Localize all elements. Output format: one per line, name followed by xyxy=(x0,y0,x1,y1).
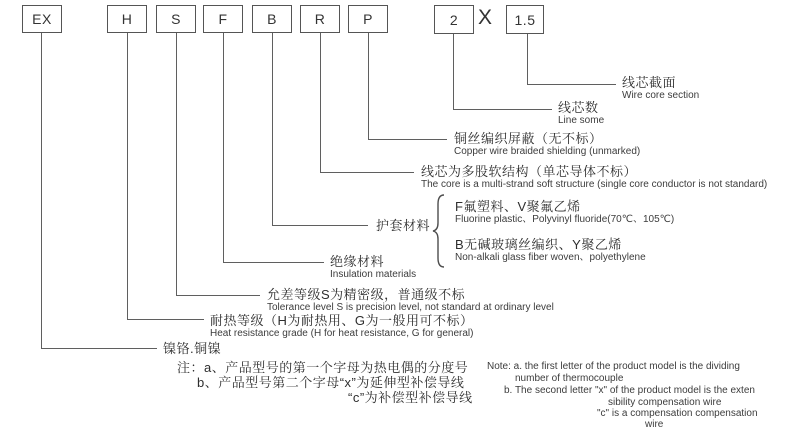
note-en-line6: wire xyxy=(645,419,664,430)
code-box-b: B xyxy=(252,5,292,33)
label-heat-resistance-cn: 耐热等级（H为耐热用、G为一般用可不标） xyxy=(210,313,474,328)
code-box-r: R xyxy=(300,5,340,33)
brace-icon xyxy=(432,194,446,268)
label-heat-resistance-en: Heat resistance grade (H for heat resistance, G for general) xyxy=(210,328,474,339)
label-sheath-material-cn: 护套材料 xyxy=(376,218,431,233)
label-copper-shield-en: Copper wire braided shielding (unmarked) xyxy=(454,146,641,157)
note-en-line4: sibility compensation wire xyxy=(608,397,722,408)
label-multi-strand-en: The core is a multi-strand soft structure (single core conductor is not standard) xyxy=(421,179,768,190)
label-line-count-en: Line some xyxy=(558,115,605,126)
note-en-line5: "c" is a compensation compensation xyxy=(597,408,758,419)
code-box-ex: EX xyxy=(22,5,62,33)
label-insulation-cn: 绝缘材料 xyxy=(330,254,385,269)
code-box-h: H xyxy=(107,5,147,33)
code-box-core-section: 1.5 xyxy=(506,5,544,34)
sheath-option-by-en: Non-alkali glass fiber woven、polyethylene xyxy=(455,252,646,263)
code-box-f: F xyxy=(203,5,243,33)
code-box-core-count: 2 xyxy=(434,5,474,34)
note-cn-line3: “c”为补偿型补偿导线 xyxy=(348,390,473,405)
label-insulation xyxy=(330,255,416,281)
label-thermocouple-material-cn: 镍铬.铜镍 xyxy=(163,341,222,356)
label-insulation-en: Insulation materials xyxy=(330,269,417,280)
label-copper-shield-cn: 铜丝编织屏蔽（无不标） xyxy=(454,131,603,146)
multiply-separator: X xyxy=(478,6,493,29)
sheath-option-fv-en: Fluorine plastic、Polyvinyl fluoride(70℃、105℃) xyxy=(455,214,675,225)
label-wire-core-section-cn: 线芯截面 xyxy=(622,75,677,90)
label-tolerance-cn: 允差等级S为精密级，普通级不标 xyxy=(267,287,466,302)
sheath-option-fv-cn: F氟塑料、V聚氟乙烯 xyxy=(455,199,581,214)
label-multi-strand xyxy=(421,165,767,191)
note-cn-line1: 注：a、产品型号的第一个字母为热电偶的分度号 xyxy=(177,360,469,375)
label-line-count xyxy=(558,101,604,127)
code-box-p: P xyxy=(348,5,388,33)
label-wire-core-section xyxy=(622,76,699,102)
label-wire-core-section-en: Wire core section xyxy=(622,90,700,101)
note-en-line3: b. The second letter "x" of the product model is the exten xyxy=(504,385,755,396)
label-sheath-material xyxy=(376,219,430,233)
sheath-option-fv xyxy=(455,200,674,226)
connector-core-section xyxy=(527,34,616,85)
label-heat-resistance xyxy=(210,314,474,340)
label-line-count-cn: 线芯数 xyxy=(558,100,599,115)
code-box-s: S xyxy=(156,5,196,33)
sheath-option-by-cn: B无碱玻璃丝编织、Y聚乙烯 xyxy=(455,237,622,252)
note-en-line1: Note: a. the first letter of the product model is the dividing xyxy=(487,361,740,372)
label-tolerance xyxy=(267,288,554,314)
note-en-line2: number of thermocouple xyxy=(515,373,624,384)
label-copper-shield xyxy=(454,132,640,158)
connector-p xyxy=(368,33,447,140)
label-tolerance-en: Tolerance level S is precision level, not standard at ordinary level xyxy=(267,302,554,313)
label-thermocouple-material xyxy=(163,342,221,356)
sheath-option-by xyxy=(455,238,646,264)
label-multi-strand-cn: 线芯为多股软结构（单芯导体不标） xyxy=(421,164,638,179)
note-cn-line2: b、产品型号第二个字母“x”为延伸型补偿导线 xyxy=(197,375,465,390)
